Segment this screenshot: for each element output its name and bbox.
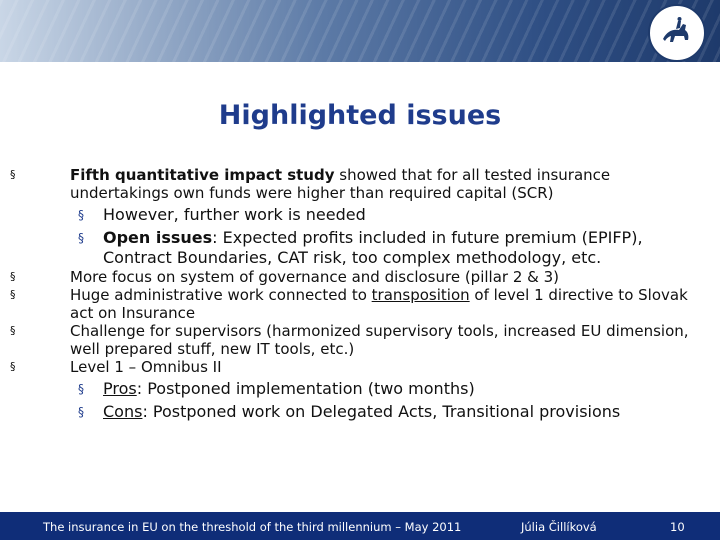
- underlined-text: Cons: [103, 402, 143, 421]
- header-banner: [0, 0, 720, 62]
- item-text: Challenge for supervisors (harmonized supervisory tools, increased EU dimension, well prepared stuff, new IT tools, etc.): [70, 322, 689, 358]
- list-item: [10, 166, 700, 202]
- bullet-marker: §: [10, 270, 16, 283]
- sub-list-item: [10, 228, 700, 268]
- footer-author: Júlia Čillíková: [521, 520, 597, 534]
- bullet-marker: §: [78, 405, 84, 419]
- list-item: [10, 268, 700, 286]
- page-number: 10: [670, 520, 685, 534]
- footer-bar: [0, 512, 720, 540]
- bullet-list: [10, 166, 700, 422]
- item-text: : Postponed implementation (two months): [136, 379, 475, 398]
- sub-list-item: [10, 379, 700, 399]
- horse-rider-emblem-icon: [648, 4, 706, 62]
- underlined-text: Pros: [103, 379, 137, 398]
- item-text: : Postponed work on Delegated Acts, Transitional provisions: [142, 402, 621, 421]
- list-item: [10, 322, 700, 358]
- item-text: However, further work is needed: [103, 205, 366, 224]
- item-text: Huge administrative work connected to: [70, 286, 372, 304]
- slide-title: Highlighted issues: [218, 100, 502, 131]
- item-text: Level 1 – Omnibus II: [70, 358, 222, 376]
- sub-list-item: [10, 205, 700, 225]
- item-text: More focus on system of governance and disclosure (pillar 2 & 3): [70, 268, 559, 286]
- bullet-marker: §: [78, 231, 84, 245]
- bullet-marker: §: [10, 324, 16, 337]
- item-text: showed that for all tested insurance undertakings own funds were higher than required capital (SCR): [70, 166, 611, 202]
- item-text: of level 1 directive to Slovak act on Insurance: [70, 286, 688, 322]
- bullet-marker: §: [78, 382, 84, 396]
- bold-text: Fifth quantitative impact study: [70, 166, 335, 184]
- bullet-marker: §: [10, 168, 16, 181]
- item-text: : Expected profits included in future premium (EPIFP), Contract Boundaries, CAT risk, too complex methodology, etc.: [103, 228, 643, 267]
- sub-list-item: [10, 402, 700, 422]
- bullet-marker: §: [78, 208, 84, 222]
- list-item: [10, 358, 700, 376]
- list-item: [10, 286, 700, 322]
- underlined-text: transposition: [371, 286, 470, 304]
- bullet-marker: §: [10, 360, 16, 373]
- footer-presentation-title: The insurance in EU on the threshold of the third millennium – May 2011: [43, 520, 462, 534]
- bold-text: Open issues: [103, 228, 213, 247]
- bullet-marker: §: [10, 288, 16, 301]
